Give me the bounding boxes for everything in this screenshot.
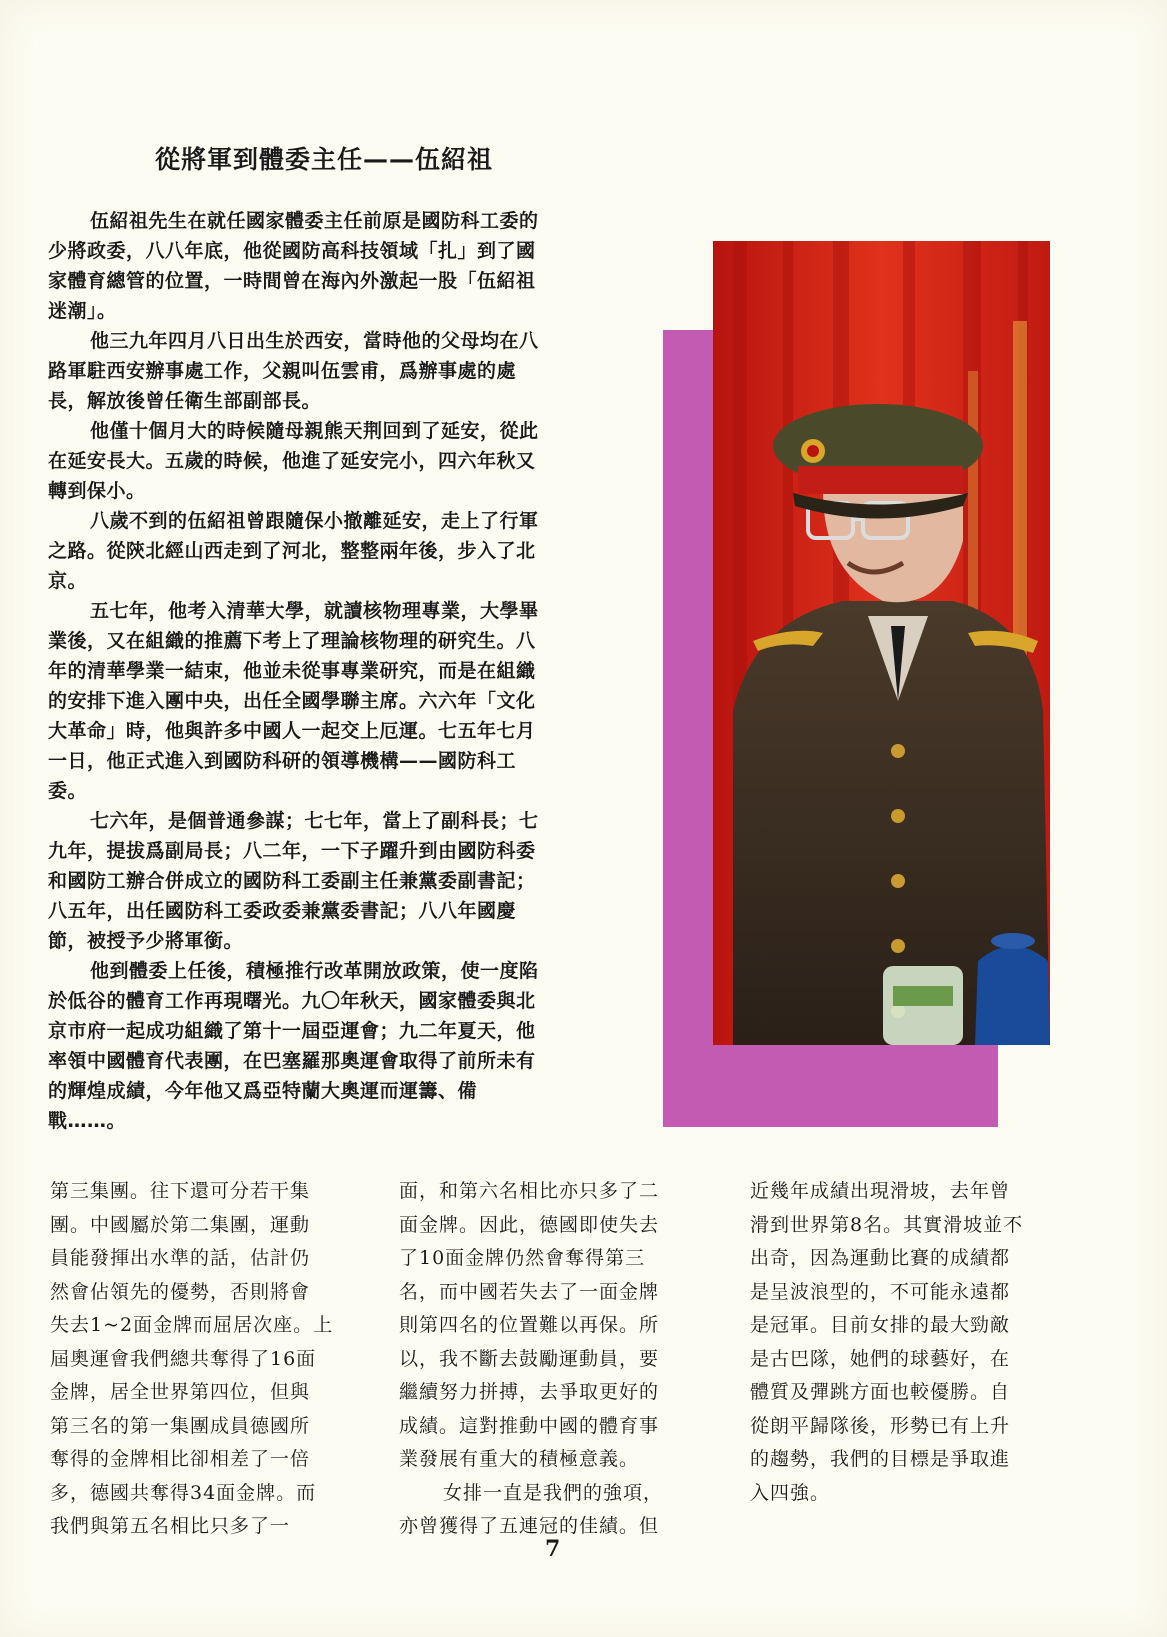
- column-1-line: 失去1~2面金牌而屈居次座。上: [50, 1314, 334, 1336]
- body-top-line: 路軍駐西安辦事處工作，父親叫伍雲甫，爲辦事處的處: [48, 360, 517, 382]
- body-top-line: 委。: [48, 780, 88, 802]
- body-top-line: 迷潮」。: [48, 300, 117, 322]
- body-top-line: 他三九年四月八日出生於西安，當時他的父母均在八: [90, 330, 539, 352]
- column-1-line: 第三名的第一集團成員德國所: [50, 1414, 311, 1437]
- column-3-line: 是古巴隊，她們的球藝好，在: [750, 1347, 1011, 1370]
- body-top-line: 大革命」時，他與許多中國人一起交上厄運。七五年七月: [48, 720, 536, 742]
- body-top-line: 之路。從陝北經山西走到了河北，整整兩年後，步入了北: [48, 540, 536, 562]
- column-2-line: 業發展有重大的積極意義。: [399, 1448, 640, 1470]
- column-3-line: 是呈波浪型的，不可能永遠都: [750, 1280, 1011, 1303]
- column-1-line: 金牌，居全世界第四位，但與: [50, 1381, 311, 1403]
- body-top-line: 一日，他正式進入到國防科研的領導機構——國防科工: [48, 750, 517, 772]
- body-top-line: 戰……。: [48, 1110, 127, 1132]
- column-1-line: 員能發揮出水準的話，估計仍: [50, 1247, 311, 1269]
- body-top-line: 長，解放後曾任衛生部副部長。: [48, 390, 322, 412]
- column-2-line: 女排一直是我們的強項，: [443, 1481, 664, 1504]
- officer-portrait-image: [713, 241, 1050, 1045]
- body-top-line: 的輝煌成績，今年他又爲亞特蘭大奧運而運籌、備: [48, 1080, 478, 1102]
- column-1-line: 我們與第五名相比只多了一: [50, 1515, 291, 1537]
- body-top-line: 家體育總管的位置，一時間曾在海內外激起一股「伍紹祖: [48, 270, 536, 292]
- page-number: 7: [545, 1536, 561, 1562]
- body-top-line: 七六年，是個普通參謀；七七年，當上了副科長；七: [90, 810, 539, 832]
- column-2-line: 繼續努力拼搏，去爭取更好的: [399, 1381, 660, 1403]
- body-top-line: 轉到保小。: [48, 480, 146, 502]
- body-top-line: 五七年，他考入清華大學，就讀核物理專業，大學畢: [90, 600, 539, 622]
- column-1-line: 多，德國共奪得34面金牌。而: [50, 1481, 317, 1504]
- body-top-line: 年的清華學業一結束，他並未從事專業研究，而是在組織: [48, 660, 536, 682]
- portrait-photo: [713, 241, 1050, 1045]
- column-3-line: 體質及彈跳方面也較優勝。自: [750, 1381, 1011, 1403]
- column-2-line: 以，我不斷去鼓勵運動員，要: [399, 1347, 660, 1370]
- body-top-line: 伍紹祖先生在就任國家體委主任前原是國防科工委的: [90, 210, 539, 232]
- column-2-line: 面，和第六名相比亦只多了二: [399, 1180, 660, 1202]
- column-3-line: 是冠軍。目前女排的最大勁敵: [750, 1314, 1011, 1336]
- body-top-line: 八歲不到的伍紹祖曾跟隨保小撤離延安，走上了行軍: [90, 510, 539, 532]
- column-2-line: 了10面金牌仍然會奪得第三: [399, 1247, 646, 1269]
- body-top-line: 九年，提拔爲副局長；八二年，一下子躍升到由國防科委: [48, 840, 536, 862]
- body-top-line: 率領中國體育代表團，在巴塞羅那奧運會取得了前所未有: [48, 1050, 536, 1072]
- column-2-line: 名，而中國若失去了一面金牌: [399, 1280, 660, 1303]
- column-1-line: 團。中國屬於第二集團，運動: [50, 1213, 311, 1236]
- article-title: 從將軍到體委主任——伍紹祖: [155, 145, 494, 174]
- column-2-line: 則第四名的位置難以再保。所: [399, 1314, 660, 1336]
- body-top-line: 八五年，出任國防科工委政委兼黨委書記；八八年國慶: [48, 900, 517, 922]
- column-1-line: 奪得的金牌相比卻相差了一倍: [50, 1448, 311, 1470]
- article-body-top: [48, 206, 608, 1136]
- body-top-line: 業後，又在組織的推薦下考上了理論核物理的研究生。八: [48, 630, 536, 652]
- body-top-line: 的安排下進入團中央，出任全國學聯主席。六六年「文化: [48, 690, 536, 712]
- column-3-line: 從朗平歸隊後，形勢已有上升: [750, 1414, 1011, 1437]
- column-3-line: 入四強。: [750, 1481, 831, 1504]
- column-3-line: 的趨勢，我們的目標是爭取進: [750, 1448, 1011, 1470]
- article-column-2: [399, 1175, 709, 1544]
- body-top-line: 於低谷的體育工作再現曙光。九〇年秋天，國家體委與北: [48, 990, 536, 1012]
- body-top-line: 京。: [48, 570, 88, 592]
- article-column-1: [50, 1175, 360, 1544]
- column-3-line: 出奇，因為運動比賽的成績都: [750, 1247, 1011, 1269]
- article-column-3: [750, 1175, 1060, 1510]
- column-3-line: 滑到世界第8名。其實滑坡並不: [750, 1213, 1024, 1236]
- body-top-line: 節，被授予少將軍銜。: [48, 930, 244, 952]
- column-2-line: 成績。這對推動中國的體育事: [399, 1414, 660, 1437]
- body-top-line: 他僅十個月大的時候隨母親熊天荆回到了延安，從此: [90, 420, 539, 442]
- column-2-line: 亦曾獲得了五連冠的佳績。但: [399, 1515, 660, 1537]
- body-top-line: 京市府一起成功組織了第十一屆亞運會；九二年夏天，他: [48, 1020, 536, 1042]
- body-top-line: 他到體委上任後，積極推行改革開放政策，使一度陷: [90, 960, 539, 982]
- column-1-line: 然會佔領先的優勢，否則將會: [50, 1280, 311, 1303]
- column-1-line: 屆奧運會我們總共奪得了16面: [50, 1347, 317, 1370]
- body-top-line: 在延安長大。五歲的時候，他進了延安完小，四六年秋又: [48, 450, 536, 472]
- column-3-line: 近幾年成績出現滑坡，去年曾: [750, 1180, 1011, 1202]
- body-top-line: 少將政委，八八年底，他從國防高科技領域「扎」到了國: [48, 240, 536, 262]
- column-2-line: 面金牌。因此，德國即使失去: [399, 1213, 660, 1236]
- column-1-line: 第三集團。往下還可分若干集: [50, 1180, 311, 1202]
- body-top-line: 和國防工辦合併成立的國防科工委副主任兼黨委副書記；: [48, 870, 536, 892]
